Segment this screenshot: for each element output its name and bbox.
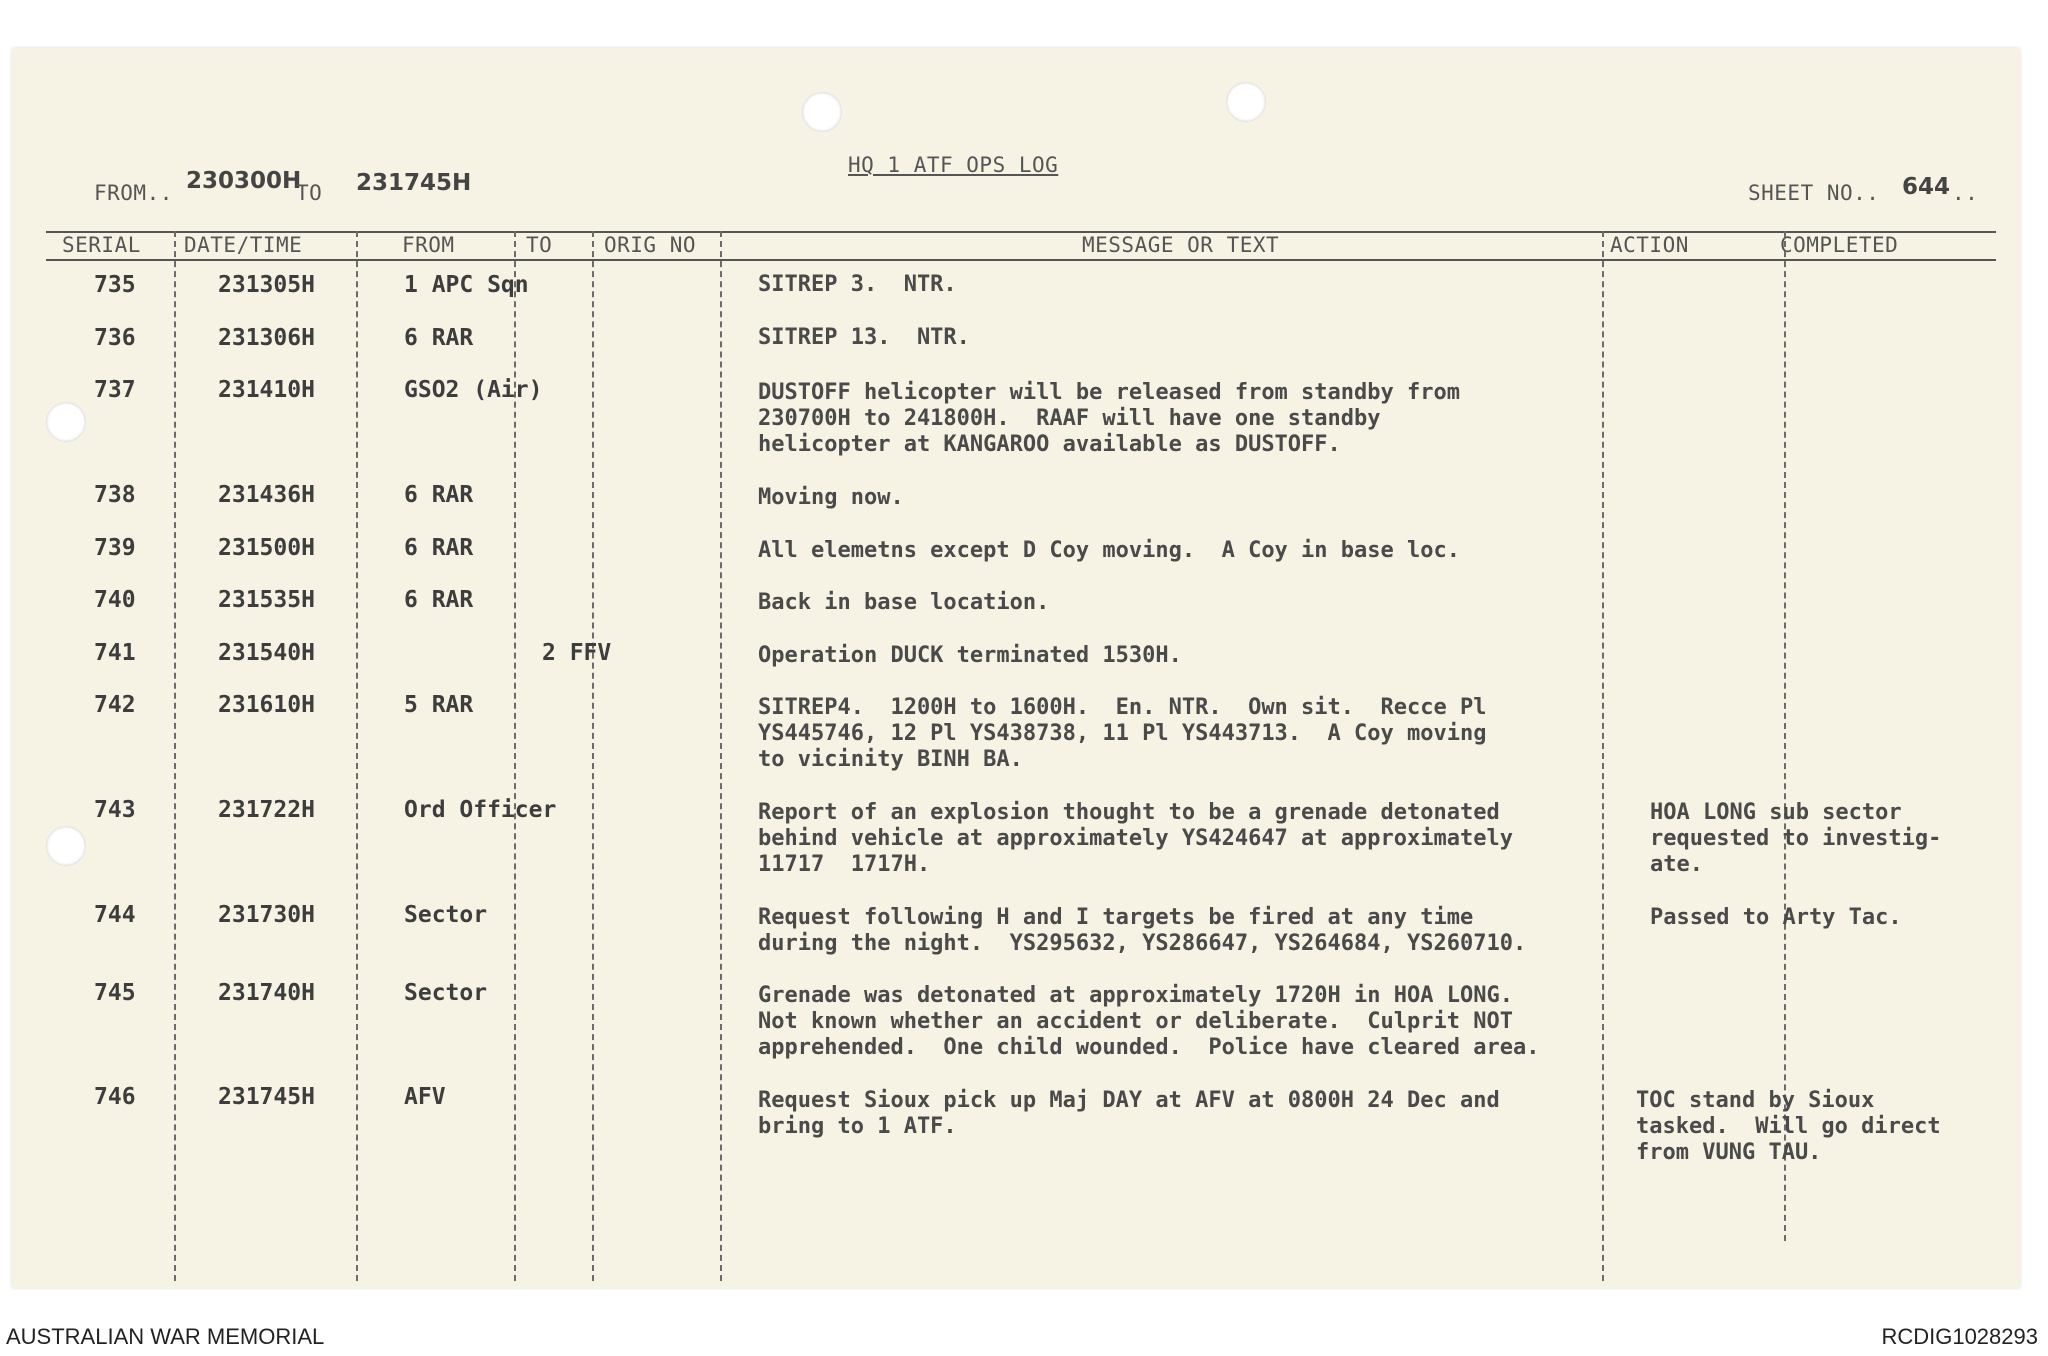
row-action: HOA LONG sub sector requested to investig- ate. [1650,800,1942,877]
row-message: SITREP 3. NTR. [758,272,957,297]
punch-hole-left-upper [46,402,86,442]
col-divider-5 [720,231,722,1281]
row-message: Grenade was detonated at approximately 1720H in HOA LONG. Not known whether an accident or deliberate. Culprit NOT apprehended. One child wounded. Police have cleared area. [758,983,1540,1060]
col-header-orig-no: ORIG NO [604,233,697,257]
row-serial: 744 [94,902,136,928]
to-value: 231745H [356,170,472,196]
row-message: Report of an explosion thought to be a grenade detonated behind vehicle at approximately YS424647 at approximately 11717 1717H. [758,800,1513,877]
row-from: Ord Officer [404,797,557,823]
from-label: FROM.. [94,181,173,205]
row-message: Moving now. [758,485,904,510]
col-divider-4 [592,231,594,1281]
col-header-action: ACTION [1610,233,1689,257]
footer-institution: AUSTRALIAN WAR MEMORIAL [6,1324,325,1349]
row-from: AFV [404,1084,446,1110]
row-datetime: 231500H [218,535,315,561]
row-from: GSO2 (Air) [404,377,543,403]
col-divider-6 [1602,231,1604,1281]
row-serial: 737 [94,377,136,403]
col-header-message: MESSAGE OR TEXT [1082,233,1280,257]
table-top-rule [46,231,1996,233]
row-serial: 742 [94,692,136,718]
row-datetime: 231436H [218,482,315,508]
row-datetime: 231730H [218,902,315,928]
col-header-from: FROM [402,233,455,257]
row-from: 1 APC Sqn [404,272,529,298]
row-datetime: 231740H [218,980,315,1006]
row-serial: 740 [94,587,136,613]
row-datetime: 231745H [218,1084,315,1110]
row-datetime: 231410H [218,377,315,403]
col-divider-2 [356,231,358,1281]
row-message: SITREP4. 1200H to 1600H. En. NTR. Own sit. Recce Pl YS445746, 12 Pl YS438738, 11 Pl YS443713. A Coy moving to vicinity BINH BA. [758,695,1487,772]
row-message: Operation DUCK terminated 1530H. [758,643,1182,668]
sheet-suffix: .. [1952,181,1979,205]
row-serial: 735 [94,272,136,298]
row-serial: 736 [94,325,136,351]
row-serial: 746 [94,1084,136,1110]
row-datetime: 231305H [218,272,315,298]
row-from: 6 RAR [404,325,474,351]
col-divider-1 [174,231,176,1281]
row-datetime: 231535H [218,587,315,613]
footer-item-id: RCDIG1028293 [1881,1324,2038,1349]
from-value: 230300H [186,168,302,194]
to-label: TO [296,181,323,205]
row-message: DUSTOFF helicopter will be released from standby from 230700H to 241800H. RAAF will have one standby helicopter at KANGAROO available as DUSTOFF. [758,380,1460,457]
row-to: 2 FFV [542,640,612,666]
row-action: TOC stand by Sioux tasked. Will go direct from VUNG TAU. [1636,1088,1941,1165]
row-datetime: 231540H [218,640,315,666]
row-message: Request following H and I targets be fired at any time during the night. YS295632, YS286647, YS264684, YS260710. [758,905,1527,956]
col-header-to: TO [526,233,553,257]
sheet-value: 644 [1902,174,1951,200]
row-serial: 739 [94,535,136,561]
row-message: Back in base location. [758,590,1050,615]
row-from: 6 RAR [404,587,474,613]
row-datetime: 231306H [218,325,315,351]
row-from: 6 RAR [404,535,474,561]
punch-hole-left-lower [46,826,86,866]
row-message: All elemetns except D Coy moving. A Coy in base loc. [758,538,1460,563]
row-datetime: 231610H [218,692,315,718]
row-serial: 745 [94,980,136,1006]
row-action: Passed to Arty Tac. [1650,905,1902,930]
row-from: 6 RAR [404,482,474,508]
punch-hole-top-right [1226,82,1266,122]
page-title: HQ 1 ATF OPS LOG [848,153,1059,177]
row-serial: 738 [94,482,136,508]
row-from: 5 RAR [404,692,474,718]
row-from: Sector [404,980,488,1006]
row-serial: 741 [94,640,136,666]
table-header-rule [46,259,1996,261]
sheet-label: SHEET NO.. [1748,181,1880,205]
col-header-serial: SERIAL [62,233,141,257]
col-header-datetime: DATE/TIME [184,233,303,257]
col-header-completed: COMPLETED [1780,233,1899,257]
punch-hole-top-left [802,92,842,132]
row-datetime: 231722H [218,797,315,823]
row-serial: 743 [94,797,136,823]
row-message: Request Sioux pick up Maj DAY at AFV at 0800H 24 Dec and bring to 1 ATF. [758,1088,1500,1139]
row-message: SITREP 13. NTR. [758,325,970,350]
row-from: Sector [404,902,488,928]
